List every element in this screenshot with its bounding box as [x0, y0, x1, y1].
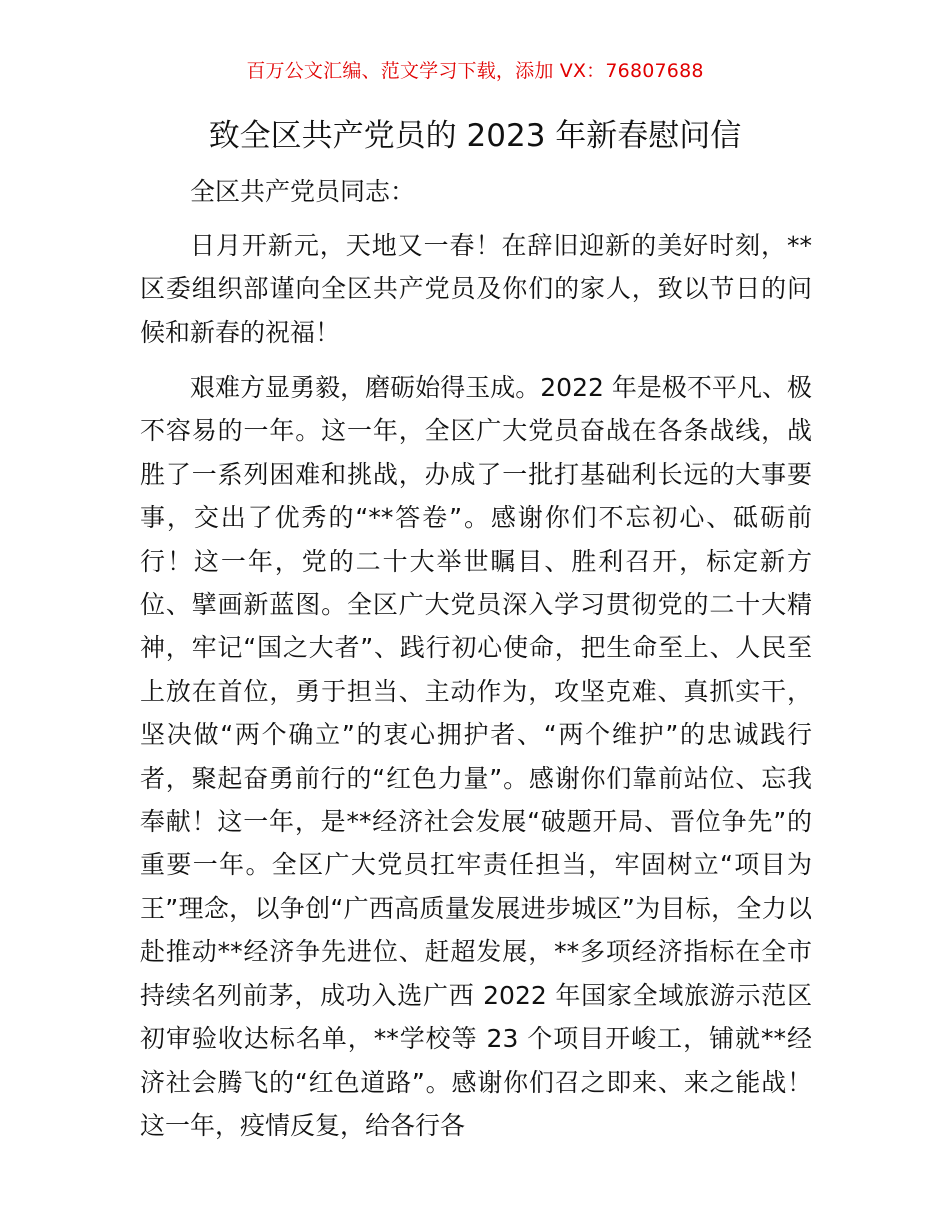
header-watermark-note: 百万公文汇编、范文学习下载，添加 VX：76807688 [246, 60, 704, 82]
body-paragraph-2: 艰难方显勇毅，磨砺始得玉成。2022 年是极不平凡、极不容易的一年。这一年，全区广大党员奋战在各条战线，战胜了一系列困难和挑战，办成了一批打基础利长远的大事要事，交出了优秀的“**答卷”。感谢你们不忘初心、砥砺前行！这一年，党的二十大举世瞩目、胜利召开，标定新方位、擘画新蓝图。全区广大党员深入学习贯彻党的二十大精神，牢记“国之大者”、践行初心使命，把生命至上、人民至上放在首位，勇于担当、主动作为，攻坚克难、真抓实干，坚决做“两个确立”的衷心拥护者、“两个维护”的忠诚践行者，聚起奋勇前行的“红色力量”。感谢你们靠前站位、忘我奉献！这一年，是**经济社会发展“破题开局、晋位争先”的重要一年。全区广大党员扛牢责任担当，牢固树立“项目为王”理念，以争创“广西高质量发展进步城区”为目标，全力以赴推动**经济争先进位、赶超发展，**多项经济指标在全市持续名列前茅，成功入选广西 2022 年国家全域旅游示范区初审验收达标名单，**学校等 23 个项目开峻工，铺就**经济社会腾飞的“红色道路”。感谢你们召之即来、来之能战！这一年，疫情反复，给各行各 [140, 373, 812, 1140]
document-title: 致全区共产党员的 2023 年新春慰问信 [208, 118, 742, 154]
salutation: 全区共产党员同志： [190, 177, 416, 206]
body-paragraph-1: 日月开新元，天地又一春！在辞旧迎新的美好时刻，**区委组织部谨向全区共产党员及你们的家人，致以节日的问候和新春的祝福！ [140, 231, 812, 347]
